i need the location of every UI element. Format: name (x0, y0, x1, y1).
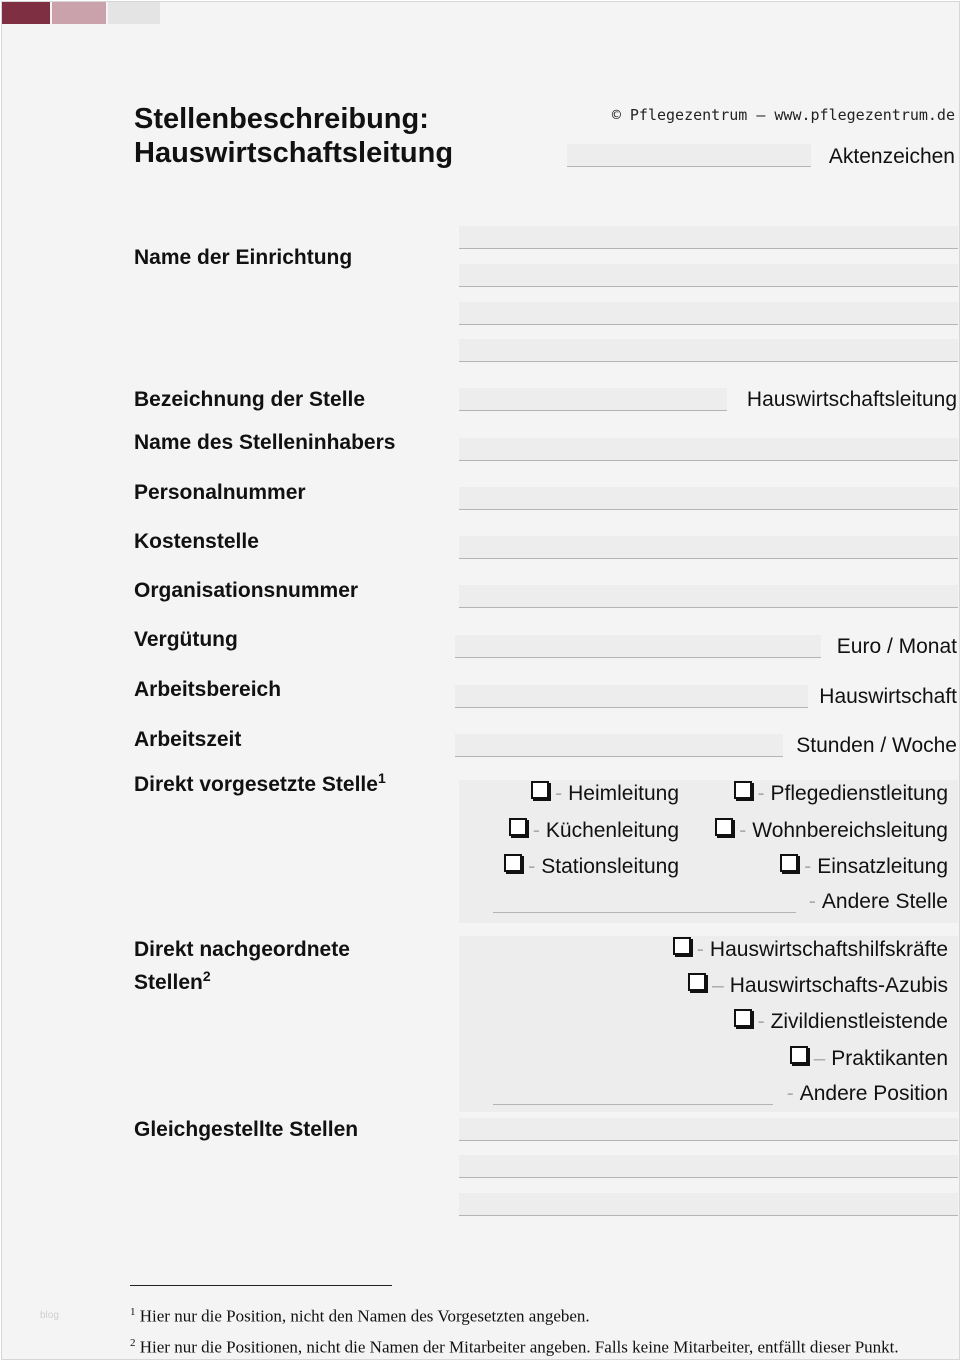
watermark: blog (40, 1310, 59, 1321)
option-wohnbereichsleitung[interactable] (715, 818, 948, 843)
option-label: Zivildienstleistende (770, 1010, 948, 1033)
option-label: Hauswirtschafts-Azubis (729, 974, 948, 997)
label-personalnummer: Personalnummer (134, 481, 306, 504)
option-hilfskraefte[interactable] (673, 937, 948, 962)
dash-icon: - (808, 890, 816, 913)
option-label: Wohnbereichsleitung (752, 819, 948, 842)
dash-icon: - (786, 1082, 794, 1105)
dash-icon: - (804, 855, 812, 878)
organisationsnummer-field[interactable] (459, 585, 958, 608)
footnote-2-number: 2 (130, 1337, 136, 1349)
arbeitszeit-unit: Stunden / Woche (796, 734, 957, 757)
option-label: Praktikanten (831, 1047, 948, 1070)
label-vorgesetzte (134, 770, 386, 797)
arbeitsbereich-field[interactable] (455, 685, 808, 708)
option-label: Stationsleitung (541, 855, 679, 878)
bezeichnung-value: Hauswirtschaftsleitung (746, 388, 957, 411)
aktenzeichen-label: Aktenzeichen (828, 145, 955, 168)
aktenzeichen-field[interactable] (567, 144, 811, 167)
dash-icon: - (696, 938, 704, 961)
arbeitszeit-field[interactable] (455, 734, 783, 757)
label-inhaber: Name des Stelleninhabers (134, 431, 396, 454)
option-azubis[interactable] (688, 973, 948, 998)
einrichtung-field-4[interactable] (459, 339, 958, 362)
checkbox-icon[interactable] (673, 937, 691, 955)
andere-stelle-field[interactable] (493, 890, 796, 913)
copyright-text: © Pflegezentrum – www.pflegezentrum.de (611, 106, 955, 124)
checkbox-icon[interactable] (688, 973, 706, 991)
dash-icon: - (739, 819, 747, 842)
document-page (1, 1, 960, 1360)
option-label: Hauswirtschaftshilfskräfte (709, 938, 948, 961)
label-nachgeordnete (134, 937, 350, 996)
label-gleichgestellte: Gleichgestellte Stellen (134, 1118, 359, 1141)
checkbox-icon[interactable] (780, 854, 798, 872)
kostenstelle-field[interactable] (459, 536, 958, 559)
color-bar-rose (52, 2, 106, 24)
label-bezeichnung: Bezeichnung der Stelle (134, 388, 366, 411)
einrichtung-field-2[interactable] (459, 264, 958, 287)
option-heimleitung[interactable] (531, 781, 679, 806)
einrichtung-field-3[interactable] (459, 302, 958, 325)
checkbox-icon[interactable] (734, 781, 752, 799)
checkbox-icon[interactable] (509, 818, 527, 836)
label-arbeitsbereich: Arbeitsbereich (134, 678, 282, 701)
option-praktikanten[interactable] (790, 1046, 948, 1071)
title-line-2: Hauswirtschaftsleitung (134, 137, 454, 169)
footnote-1 (130, 1306, 590, 1327)
option-andere-stelle (809, 890, 948, 914)
verguetung-unit: Euro / Monat (836, 635, 957, 658)
personalnummer-field[interactable] (459, 487, 958, 510)
dash-icon: - (757, 782, 765, 805)
footnote-1-text: Hier nur die Position, nicht den Namen des Vorgesetzten angeben. (139, 1306, 590, 1326)
dash-icon: - (532, 819, 540, 842)
option-label: Heimleitung (568, 782, 679, 805)
bezeichnung-field[interactable] (459, 388, 727, 411)
page-title (134, 102, 453, 170)
option-pflegedienstleitung[interactable] (734, 781, 948, 806)
color-bar-grey (108, 2, 160, 24)
color-bar-dark (2, 2, 50, 24)
option-andere-position (787, 1082, 948, 1106)
verguetung-field[interactable] (455, 635, 821, 658)
option-kuechenleitung[interactable] (509, 818, 679, 843)
andere-position-field[interactable] (493, 1082, 773, 1105)
label-einrichtung: Name der Einrichtung (134, 246, 353, 269)
einrichtung-field-1[interactable] (459, 226, 958, 249)
footnote-ref-2: 2 (202, 968, 211, 984)
footnote-2 (130, 1337, 899, 1358)
option-zivildienst[interactable] (734, 1009, 948, 1034)
option-label: Andere Stelle (821, 890, 948, 913)
label-organisationsnummer: Organisationsnummer (134, 579, 359, 602)
footnote-divider (130, 1285, 392, 1286)
dash-icon: – (813, 1047, 826, 1070)
dash-icon: – (712, 974, 724, 997)
checkbox-icon[interactable] (734, 1009, 752, 1027)
gleichgestellte-field-3[interactable] (459, 1193, 958, 1216)
arbeitsbereich-value: Hauswirtschaft (819, 685, 957, 708)
checkbox-icon[interactable] (790, 1046, 808, 1064)
label-verguetung: Vergütung (134, 628, 238, 651)
option-label: Einsatzleitung (817, 855, 948, 878)
footnote-1-number: 1 (130, 1306, 136, 1318)
label-nachgeordnete-text: Stellen (134, 971, 203, 994)
label-nachgeordnete-line1: Direkt nachgeordnete (134, 938, 350, 961)
title-line-1: Stellenbeschreibung: (134, 103, 429, 135)
option-label: Andere Position (799, 1082, 948, 1105)
inhaber-field[interactable] (459, 438, 958, 461)
footnote-2-text: Hier nur die Positionen, nicht die Namen der Mitarbeiter angeben. Falls keine Mitarbeiter, entfällt dieser Punkt. (139, 1337, 899, 1357)
checkbox-icon[interactable] (715, 818, 733, 836)
label-vorgesetzte-text: Direkt vorgesetzte Stelle (134, 773, 378, 796)
checkbox-icon[interactable] (531, 781, 549, 799)
option-einsatzleitung[interactable] (780, 854, 948, 879)
footnote-ref-1: 1 (377, 770, 386, 786)
option-label: Küchenleitung (545, 819, 679, 842)
label-kostenstelle: Kostenstelle (134, 530, 259, 553)
dash-icon: - (757, 1010, 765, 1033)
gleichgestellte-field-2[interactable] (459, 1155, 958, 1178)
dash-icon: - (528, 855, 536, 878)
gleichgestellte-field-1[interactable] (459, 1118, 958, 1141)
option-stationsleitung[interactable] (504, 854, 679, 879)
checkbox-icon[interactable] (504, 854, 522, 872)
label-arbeitszeit: Arbeitszeit (134, 728, 242, 751)
dash-icon: - (555, 782, 563, 805)
option-label: Pflegedienstleitung (770, 782, 948, 805)
label-nachgeordnete-line2 (134, 963, 350, 996)
